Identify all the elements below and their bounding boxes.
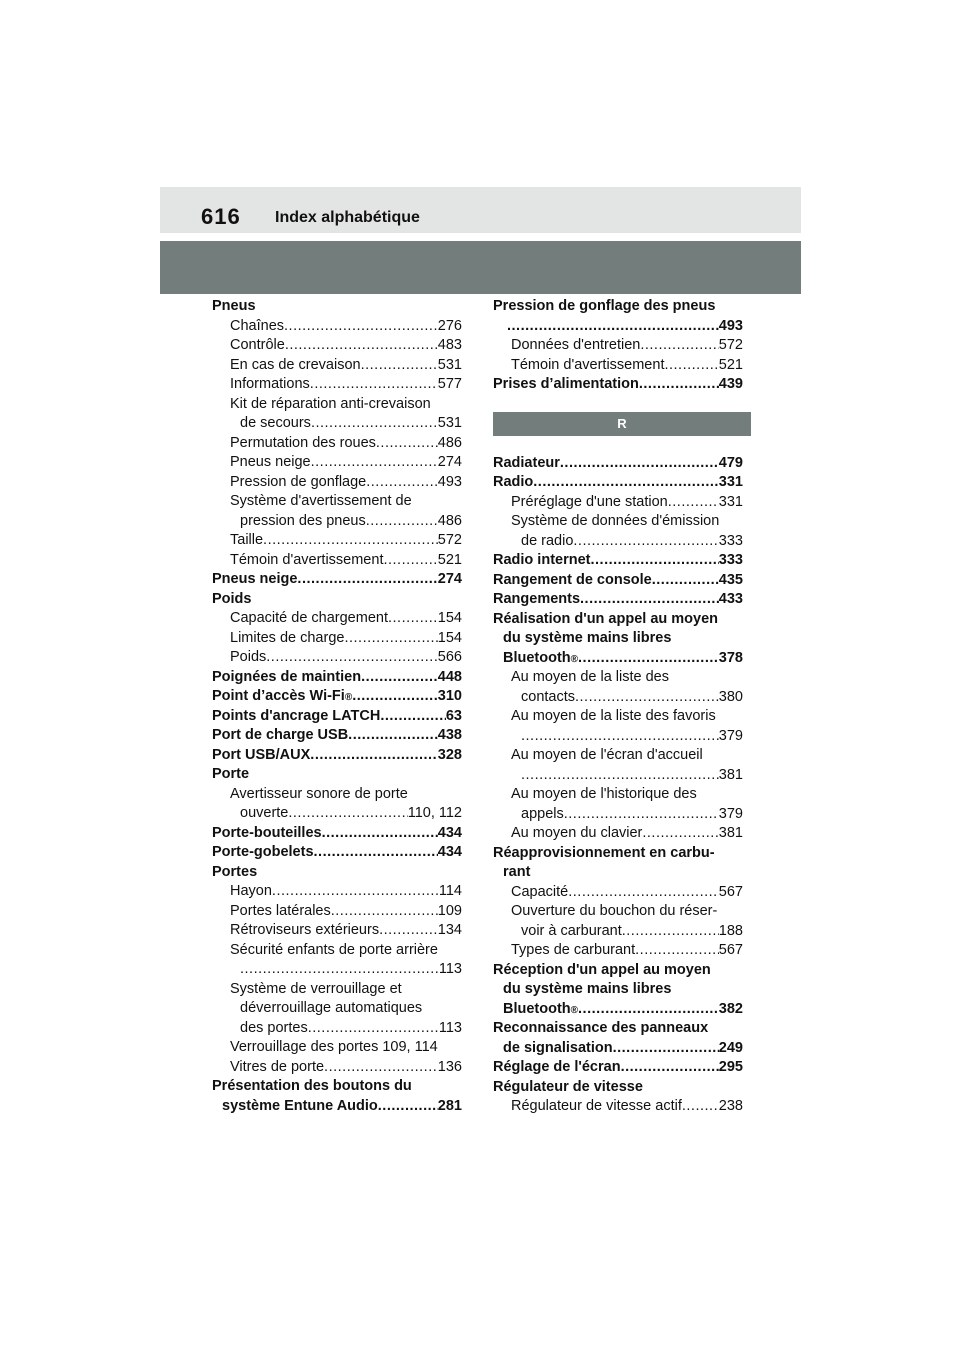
entry-term: Informations	[230, 376, 310, 392]
page-ref: 295	[718, 1059, 743, 1075]
dot-leader	[578, 1000, 719, 1020]
entry-term: voir à carburant	[521, 922, 622, 939]
index-entry	[212, 356, 462, 376]
index-entry	[212, 1038, 462, 1058]
dot-leader	[266, 648, 438, 668]
dot-leader	[652, 571, 719, 591]
entry-term: rant	[503, 864, 531, 880]
dot-leader	[376, 434, 438, 454]
index-entry	[212, 921, 462, 941]
entry-term: Système d'avertissement de	[230, 493, 412, 509]
page-ref: 434	[437, 824, 462, 841]
entry-term: Réception d'un appel au moyen	[493, 961, 711, 978]
index-entry	[493, 512, 743, 532]
dot-leader	[361, 356, 438, 376]
dot-leader	[521, 766, 719, 786]
entry-term: Radio internet	[493, 552, 591, 568]
dot-leader	[272, 882, 439, 902]
dot-leader	[383, 551, 437, 571]
entry-term: Ouverture du bouchon du réser-	[511, 903, 718, 919]
index-entry	[493, 336, 743, 356]
index-entry	[212, 590, 462, 610]
page-ref: 479	[718, 454, 743, 471]
dot-leader	[590, 551, 718, 571]
entry-term: Port USB/AUX	[212, 746, 311, 763]
page-ref: 136	[437, 1058, 462, 1075]
index-entry	[493, 454, 743, 474]
index-entry	[493, 785, 743, 805]
page-ref: 531	[437, 415, 462, 431]
index-entry	[212, 765, 462, 785]
entry-term: Point d’accès Wi-Fi	[212, 688, 345, 704]
entry-term: Pneus	[212, 298, 256, 314]
page-ref: 379	[718, 727, 743, 744]
page-ref: 274	[437, 571, 462, 587]
page-ref: 114	[438, 883, 462, 899]
dot-leader	[578, 649, 719, 669]
page-ref: 572	[437, 532, 462, 548]
entry-term: Avertisseur sonore de porte	[230, 785, 408, 802]
entry-term: Reconnaissance des panneaux	[493, 1020, 709, 1036]
index-entry	[212, 336, 462, 356]
index-entry: Bluetooth ® ..... 382	[493, 1000, 743, 1020]
entry-term: Poignées de maintien	[212, 668, 362, 685]
entry-term: Système de données d'émission	[511, 513, 720, 529]
entry-term: Réalisation d'un appel au moyen	[493, 610, 719, 627]
entry-term: Régulateur de vitesse	[493, 1078, 643, 1095]
dot-leader	[568, 883, 719, 903]
dot-leader	[379, 921, 438, 941]
index-entry	[212, 999, 462, 1019]
page-ref: 493	[437, 473, 462, 490]
entry-term: Portes latérales	[230, 902, 331, 919]
page-ref: 433	[718, 591, 743, 607]
page-ref: 331	[718, 474, 743, 490]
index-entry	[212, 707, 462, 727]
page-ref: 331	[718, 493, 743, 510]
index-entries-p	[493, 297, 743, 395]
page-ref: 134	[437, 922, 462, 938]
page-ref: 310	[437, 688, 462, 704]
page-ref: 448	[437, 668, 462, 685]
index-entry: Point d’accès Wi-Fi ® ..... 310	[212, 687, 462, 707]
index-entry	[493, 883, 743, 903]
index-entry	[493, 551, 743, 571]
entry-term: En cas de crevaison	[230, 356, 361, 373]
entry-term: Préréglage d'une station	[511, 493, 668, 510]
entry-term: Au moyen du clavier	[511, 825, 643, 841]
page-ref: 378	[718, 649, 743, 666]
index-entry	[493, 766, 743, 786]
page-ref: 381	[718, 766, 743, 783]
entry-term: Taille	[230, 532, 264, 548]
entry-term: Données d'entretien	[511, 337, 641, 353]
dot-leader	[297, 570, 437, 590]
index-entry	[212, 980, 462, 1000]
dot-leader	[564, 805, 719, 825]
entry-term: Pneus neige	[230, 454, 311, 470]
index-entry	[212, 375, 462, 395]
page-ref: 109	[437, 902, 462, 919]
index-entry	[212, 882, 462, 902]
dot-leader	[366, 512, 438, 532]
dot-leader	[324, 1058, 438, 1078]
entry-term: Régulateur de vitesse actif	[511, 1098, 682, 1114]
dot-leader	[580, 590, 719, 610]
index-column-right	[493, 297, 743, 1117]
index-entry	[212, 746, 462, 766]
dot-leader	[388, 609, 438, 629]
dot-leader	[635, 941, 719, 961]
page-ref: 483	[437, 337, 462, 353]
dot-leader	[311, 453, 438, 473]
page-ref: 379	[718, 805, 743, 822]
entry-term: Porte	[212, 766, 250, 782]
index-entry	[493, 473, 743, 493]
index-entry	[493, 844, 743, 864]
page-ref: 380	[718, 688, 743, 705]
entry-term: Pneus neige	[212, 571, 298, 587]
entry-term: Témoin d'avertissement	[230, 551, 384, 568]
index-entry	[493, 805, 743, 825]
page-ref: 328	[437, 746, 462, 763]
entry-term: de radio	[521, 532, 574, 549]
index-entry	[493, 941, 743, 961]
index-entry	[493, 297, 743, 317]
index-entry	[493, 1058, 743, 1078]
dot-leader	[322, 824, 438, 844]
index-entry: Bluetooth ® ..... 378	[493, 649, 743, 669]
page-ref: 281	[437, 1097, 462, 1114]
index-entry	[493, 688, 743, 708]
page-ref: 439	[718, 376, 743, 392]
index-entry	[212, 668, 462, 688]
index-entry	[212, 492, 462, 512]
page-ref: 531	[437, 356, 462, 373]
index-column-left	[212, 297, 462, 1116]
entry-term: Réapprovisionnement en carbu-	[493, 844, 715, 861]
index-entry	[212, 726, 462, 746]
entry-term: de signalisation	[503, 1039, 613, 1056]
dot-leader	[640, 336, 718, 356]
index-entry	[212, 297, 462, 317]
dot-leader	[380, 707, 446, 727]
index-entry	[212, 1097, 462, 1117]
index-entry	[212, 551, 462, 571]
dot-leader	[533, 473, 719, 493]
entry-term: Capacité de chargement	[230, 610, 388, 626]
page-ref: 188	[718, 922, 743, 939]
index-entry	[493, 707, 743, 727]
index-entry	[493, 1097, 743, 1117]
dot-leader	[560, 454, 719, 474]
index-entry	[493, 980, 743, 1000]
index-entry	[493, 610, 743, 630]
index-entry	[493, 1039, 743, 1059]
page-ref: 63	[445, 707, 462, 724]
index-entry	[212, 395, 462, 415]
index-entry	[493, 668, 743, 688]
index-entry	[212, 824, 462, 844]
page-ref: 382	[718, 1000, 743, 1017]
entry-term: Système de verrouillage et	[230, 980, 402, 997]
page-ref: 154	[437, 629, 462, 646]
index-entry	[212, 414, 462, 434]
index-entry	[493, 1078, 743, 1098]
dot-leader	[366, 473, 438, 493]
page-ref: 438	[437, 727, 462, 743]
page-title: Index alphabétique	[275, 209, 420, 226]
dot-leader	[573, 532, 718, 552]
page-ref: 274	[437, 454, 462, 470]
entry-term: Au moyen de l'historique des	[511, 786, 697, 802]
index-entry	[212, 434, 462, 454]
page-ref: 567	[718, 883, 743, 900]
page-ref: 110, 112	[407, 805, 462, 821]
dot-leader	[682, 1097, 719, 1117]
dot-leader	[308, 1019, 439, 1039]
dot-leader	[310, 746, 438, 766]
dot-leader	[621, 1058, 719, 1078]
entry-term: Kit de réparation anti-crevaison	[230, 395, 431, 412]
section-header-r: R	[493, 412, 751, 436]
dot-leader	[311, 414, 438, 434]
entry-term: ouverte	[240, 805, 289, 821]
entry-term: contacts	[521, 688, 575, 705]
entry-term: Chaînes	[230, 317, 285, 334]
entry-term: Permutation des roues	[230, 434, 376, 451]
dot-leader	[521, 727, 719, 747]
entry-term: Verrouillage des portes 109, 114	[230, 1039, 438, 1055]
dot-leader	[284, 317, 438, 337]
entry-term: Points d'ancrage LATCH	[212, 707, 381, 724]
index-entry	[493, 590, 743, 610]
entry-term: Port de charge USB	[212, 727, 349, 743]
entry-term: Réglage de l'écran	[493, 1059, 621, 1075]
index-entry	[493, 727, 743, 747]
dot-leader	[613, 1039, 719, 1059]
entry-term: Poids	[230, 649, 267, 665]
index-entry	[212, 512, 462, 532]
entry-term: Portes	[212, 863, 258, 880]
entry-term: Porte-gobelets	[212, 844, 314, 860]
page-ref: 486	[437, 434, 462, 451]
entry-term: Au moyen de la liste des favoris	[511, 708, 716, 724]
page-ref: 566	[437, 649, 462, 665]
index-entry	[493, 902, 743, 922]
page-number: 616	[201, 204, 241, 229]
index-entry	[212, 570, 462, 590]
entry-term: Présentation des boutons du	[212, 1078, 412, 1094]
index-entry	[212, 531, 462, 551]
entry-term: déverrouillage automatiques	[240, 1000, 423, 1016]
page-ref: 113	[438, 961, 462, 977]
index-entries-r	[493, 454, 743, 1117]
page-ref: 249	[718, 1039, 743, 1056]
page-ref: 521	[718, 356, 743, 373]
dot-leader	[622, 922, 719, 942]
page-ref: 333	[718, 532, 743, 549]
entry-term: Porte-bouteilles	[212, 824, 322, 841]
dot-leader	[668, 493, 719, 513]
entry-term: Types de carburant	[511, 942, 636, 958]
dot-leader	[331, 902, 438, 922]
index-entry	[212, 1077, 462, 1097]
page-ref: 577	[437, 376, 462, 392]
dot-leader	[664, 356, 718, 376]
entry-term: Vitres de porte	[230, 1058, 325, 1075]
entry-term: Contrôle	[230, 337, 285, 353]
index-entry	[212, 1019, 462, 1039]
entry-term: Radiateur	[493, 454, 560, 471]
entry-term: Rangements	[493, 591, 581, 607]
entry-term: Bluetooth	[503, 649, 571, 666]
index-entry	[493, 317, 743, 337]
page-ref: 435	[718, 571, 743, 588]
index-entry	[493, 746, 743, 766]
entry-term: du système mains libres	[503, 981, 672, 997]
entry-term: Pression de gonflage	[230, 473, 367, 490]
dot-leader	[285, 336, 438, 356]
entry-term: Poids	[212, 590, 252, 607]
index-entry	[493, 356, 743, 376]
index-entry	[493, 1019, 743, 1039]
index-entry	[493, 961, 743, 981]
index-entry	[212, 473, 462, 493]
entry-term: Sécurité enfants de porte arrière	[230, 941, 438, 958]
dot-leader	[378, 1097, 438, 1117]
dot-leader	[263, 531, 438, 551]
page-ref: 333	[718, 552, 743, 568]
page-ref: 493	[718, 317, 743, 334]
index-entry	[212, 804, 462, 824]
index-entry	[493, 629, 743, 649]
index-entry	[212, 785, 462, 805]
dot-leader	[310, 375, 438, 395]
index-entry	[212, 863, 462, 883]
dot-leader	[240, 960, 439, 980]
entry-term: Au moyen de l'écran d'accueil	[511, 747, 703, 763]
index-entry	[493, 922, 743, 942]
index-entry	[212, 960, 462, 980]
dot-leader	[507, 317, 719, 337]
entry-term: Capacité	[511, 883, 569, 900]
page-ref: 521	[437, 551, 462, 568]
dot-leader	[348, 726, 438, 746]
entry-term: Prises d’alimentation	[493, 376, 639, 392]
index-entry	[212, 941, 462, 961]
index-entry	[212, 317, 462, 337]
index-entry	[212, 453, 462, 473]
page-ref: 572	[718, 337, 743, 353]
index-entry	[493, 375, 743, 395]
index-entry	[493, 532, 743, 552]
entry-term: de secours	[240, 415, 311, 431]
entry-term: Au moyen de la liste des	[511, 669, 669, 685]
dot-leader	[639, 375, 719, 395]
page-ref: 276	[437, 317, 462, 334]
index-entry	[493, 863, 743, 883]
entry-term: Hayon	[230, 883, 272, 899]
entry-term: Rétroviseurs extérieurs	[230, 922, 380, 938]
index-entry	[212, 609, 462, 629]
dot-leader	[314, 843, 438, 863]
entry-term: Pression de gonflage des pneus	[493, 298, 716, 314]
page-ref: 567	[718, 942, 743, 958]
index-entry	[493, 824, 743, 844]
dot-leader	[642, 824, 718, 844]
entry-term: pression des pneus	[240, 512, 366, 529]
entry-term: système Entune Audio	[222, 1097, 378, 1114]
page-ref: 486	[437, 512, 462, 529]
entry-term: Témoin d'avertissement	[511, 356, 665, 373]
page-ref: 434	[437, 844, 462, 860]
header-bar	[160, 187, 801, 233]
index-entry	[212, 629, 462, 649]
index-entry	[493, 571, 743, 591]
index-entry	[493, 493, 743, 513]
index-entry	[212, 843, 462, 863]
header-band	[160, 241, 801, 294]
entry-term: Bluetooth	[503, 1000, 571, 1017]
page-ref: 154	[437, 610, 462, 626]
page-ref: 113	[438, 1019, 462, 1036]
entry-term: du système mains libres	[503, 630, 672, 646]
entry-term: Limites de charge	[230, 629, 345, 646]
page-ref: 381	[718, 825, 743, 841]
entry-term: des portes	[240, 1019, 308, 1036]
index-entry	[212, 1058, 462, 1078]
dot-leader	[288, 804, 407, 824]
entry-term: Rangement de console	[493, 571, 652, 588]
dot-leader	[352, 687, 438, 707]
index-entry	[212, 648, 462, 668]
index-entry	[212, 902, 462, 922]
page-ref: 238	[718, 1098, 743, 1114]
dot-leader	[344, 629, 437, 649]
dot-leader	[361, 668, 438, 688]
entry-term: appels	[521, 805, 564, 822]
dot-leader	[575, 688, 719, 708]
entry-term: Radio	[493, 474, 534, 490]
